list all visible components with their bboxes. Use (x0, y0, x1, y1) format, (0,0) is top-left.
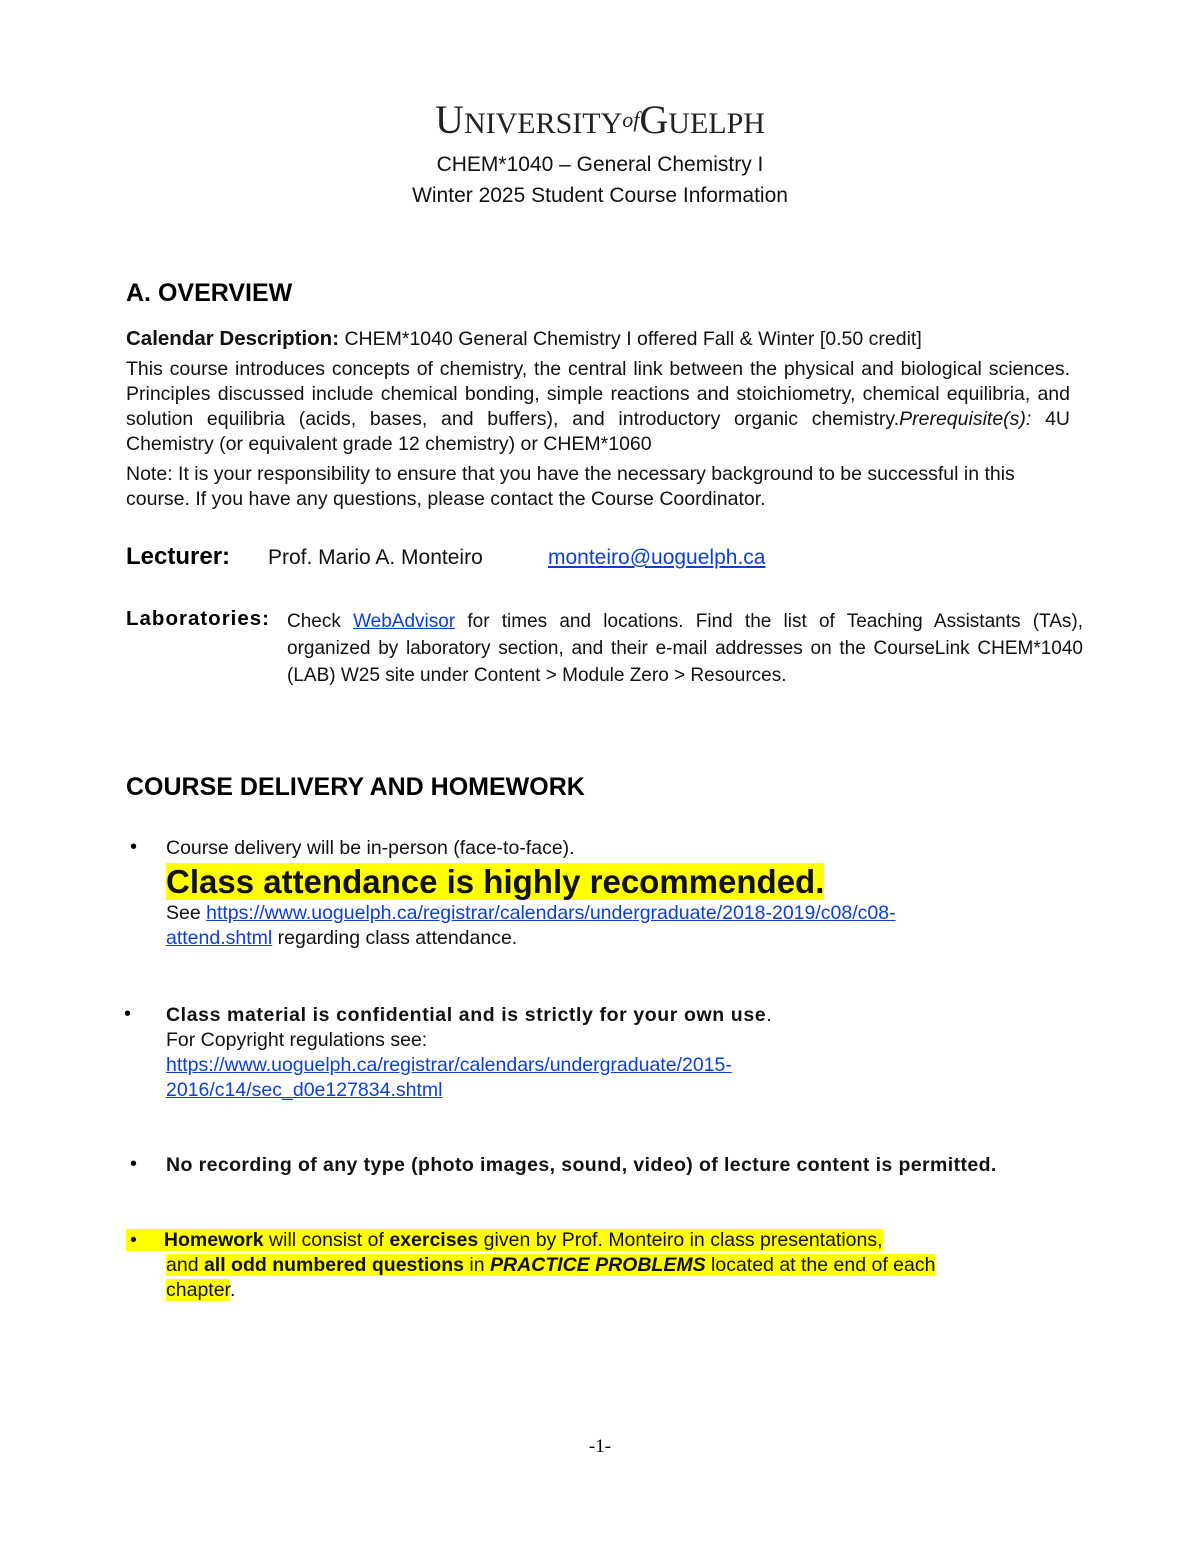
delivery-mode: Course delivery will be in-person (face-to-face). (166, 837, 575, 859)
prereq-value: 4U Chemistry (or equivalent grade 12 chemistry) or CHEM*1060 (126, 408, 1070, 455)
bullet-confidential: Class material is confidential and is strictly for your own use. For Copyright regulations see: https://www.uoguelph.ca/registrar/calendars/undergraduate/2015- 2016/c14/sec_d0e127834.shtml (166, 1003, 1066, 1103)
bullet-homework: • Homework will consist of exercises given by Prof. Monteiro in class presentations, and all odd numbered questions in PRACTICE PROBLEMS located at the end of each chapter. (126, 1228, 1026, 1303)
bullet-dot: • (130, 836, 138, 858)
attendance-highlight: Class attendance is highly recommended. (166, 863, 825, 900)
term-line: Winter 2025 Student Course Information (412, 184, 788, 207)
delivery-heading: COURSE DELIVERY AND HOMEWORK (126, 773, 585, 801)
bullet-delivery: Course delivery will be in-person (face-to-face). Class attendance is highly recommended. See https://www.uoguelph.ca/registrar/calendars/undergraduate/2018-2019/c08/c08- attend.shtml regarding class attendance. (166, 836, 1066, 951)
webadvisor-link[interactable]: WebAdvisor (353, 611, 456, 632)
confidential-text: Class material is confidential and is strictly for your own use (166, 1004, 767, 1026)
copyright-line: For Copyright regulations see: (166, 1029, 428, 1051)
calendar-value: CHEM*1040 General Chemistry I offered Fall & Winter [0.50 credit] (339, 328, 922, 350)
copyright-link[interactable]: https://www.uoguelph.ca/registrar/calendars/undergraduate/2015- (166, 1054, 732, 1076)
laboratories-label: Laboratories: (126, 607, 270, 630)
bullet-dot: • (124, 1003, 132, 1025)
attendance-link[interactable]: https://www.uoguelph.ca/registrar/calendars/undergraduate/2018-2019/c08/c08- (206, 902, 896, 924)
lecturer-email-link[interactable]: monteiro@uoguelph.ca (548, 546, 766, 569)
attendance-link-cont[interactable]: attend.shtml (166, 927, 273, 949)
no-recording-text: No recording of any type (photo images, sound, video) of lecture content is permitted. (166, 1154, 997, 1176)
page-number: -1- (588, 1436, 612, 1457)
lecturer-label: Lecturer: (126, 543, 231, 570)
calendar-label: Calendar Description: (126, 327, 340, 350)
copyright-link-cont[interactable]: 2016/c14/sec_d0e127834.shtml (166, 1079, 443, 1101)
course-title: CHEM*1040 – General Chemistry I (436, 153, 764, 176)
background-note: Note: It is your responsibility to ensure that you have the necessary background to be successful in this course. If you have any questions, please contact the Course Coordinator. (126, 463, 1015, 510)
university-logo: UNIVERSITYofGUELPH (435, 97, 765, 142)
laboratories-text: Check WebAdvisor for times and locations. Find the list of Teaching Assistants (TAs), organized by laboratory section, and their e-mail addresses on the CourseLink CHEM*1040 (LAB) W25 site under Content > Module Zero > Resources. (287, 611, 1084, 686)
course-description: This course introduces concepts of chemistry, the central link between the physical and biological sciences. Principles discussed include chemical bonding, simple reactions and stoichiometry, chemical equilibria, and solution equilibria (acids, bases, and buffers), and introductory organic chemistry.Prerequisite(s): 4U Chemistry (or equivalent grade 12 chemistry) or CHEM*1060 (126, 358, 1070, 455)
prereq-label: Prerequisite(s): (899, 408, 1032, 430)
calendar-description (126, 326, 1076, 352)
overview-heading: A. OVERVIEW (126, 279, 293, 307)
lecturer-name: Prof. Mario A. Monteiro (268, 546, 483, 569)
bullet-dot: • (130, 1153, 138, 1175)
